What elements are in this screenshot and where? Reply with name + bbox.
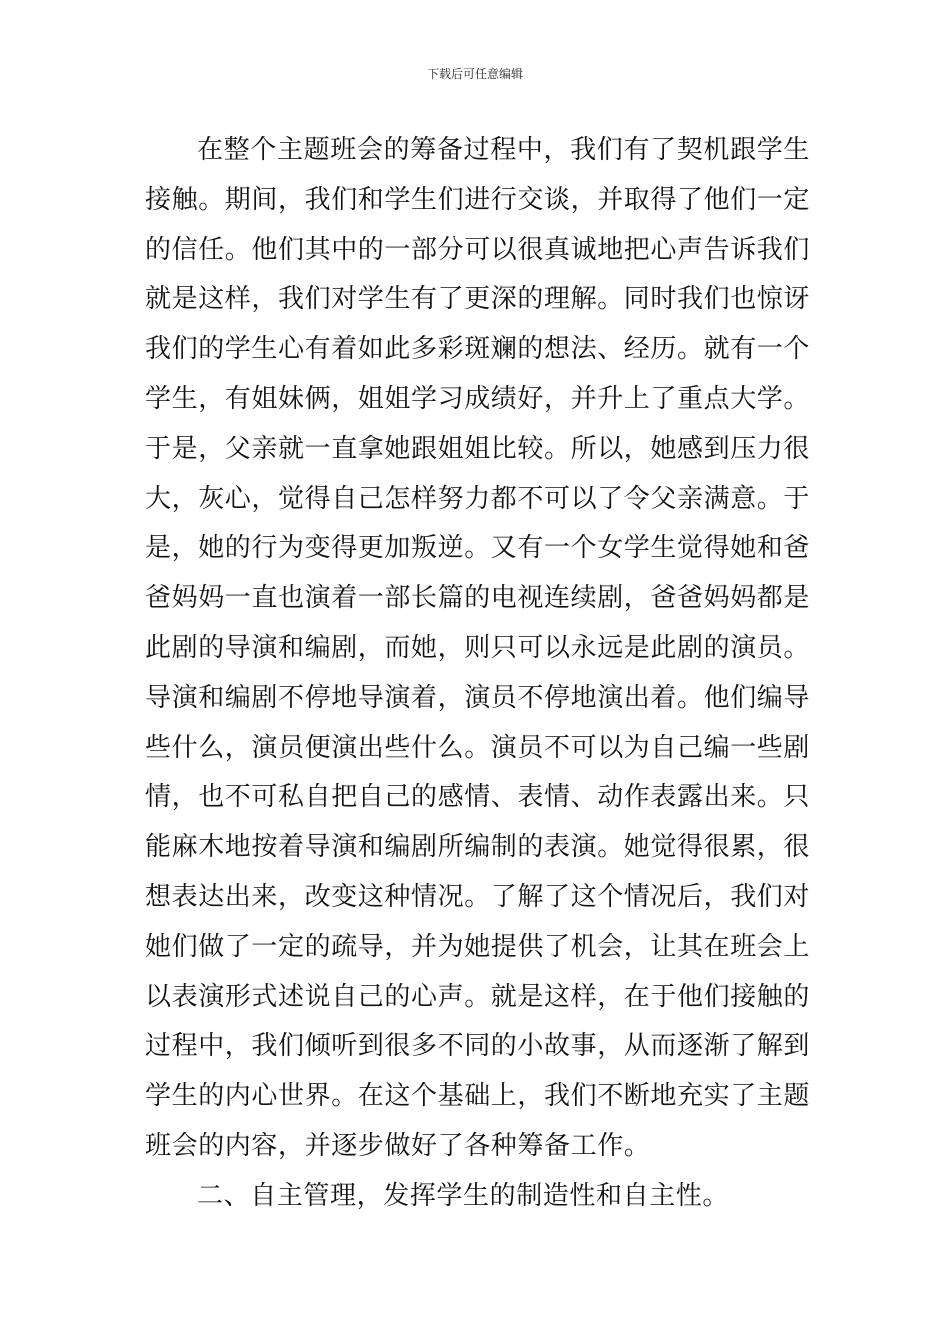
- section-heading: 二、自主管理，发挥学生的制造性和自主性。: [197, 1180, 730, 1211]
- document-body: [145, 126, 810, 1222]
- page-header: 下载后可任意编辑: [426, 67, 523, 81]
- body-paragraph: 在整个主题班会的筹备过程中，我们有了契机跟学生接触。期间，我们和学生们进行交谈，并取得了他们一定的信任。他们其中的一部分可以很真诚地把心声告诉我们就是这样，我们对学生有了更深的理解。同时我们也惊讶我们的学生心有着如此多彩斑斓的想法、经历。就有一个学生，有姐妹俩，姐姐学习成绩好，并升上了重点大学。于是，父亲就一直拿她跟姐姐比较。所以，她感到压力很大，灰心，觉得自己怎样努力都不可以了令父亲满意。于是，她的行为变得更加叛逆。又有一个女学生觉得她和爸爸妈妈一直也演着一部长篇的电视连续剧，爸爸妈妈都是此剧的导演和编剧，而她，则只可以永远是此剧的演员。导演和编剧不停地导演着，演员不停地演出着。他们编导些什么，演员便演出些什么。演员不可以为自己编一些剧情，也不可私自把自己的感情、表情、动作表露出来。只能麻木地按着导演和编剧所编制的表演。她觉得很累，很想表达出来，改变这种情况。了解了这个情况后，我们对她们做了一定的疏导，并为她提供了机会，让其在班会上以表演形式述说自己的心声。就是这样，在于他们接触的过程中，我们倾听到很多不同的小故事，从而逐渐了解到学生的内心世界。在这个基础上，我们不断地充实了主题班会的内容，并逐步做好了各种筹备工作。: [145, 135, 811, 1161]
